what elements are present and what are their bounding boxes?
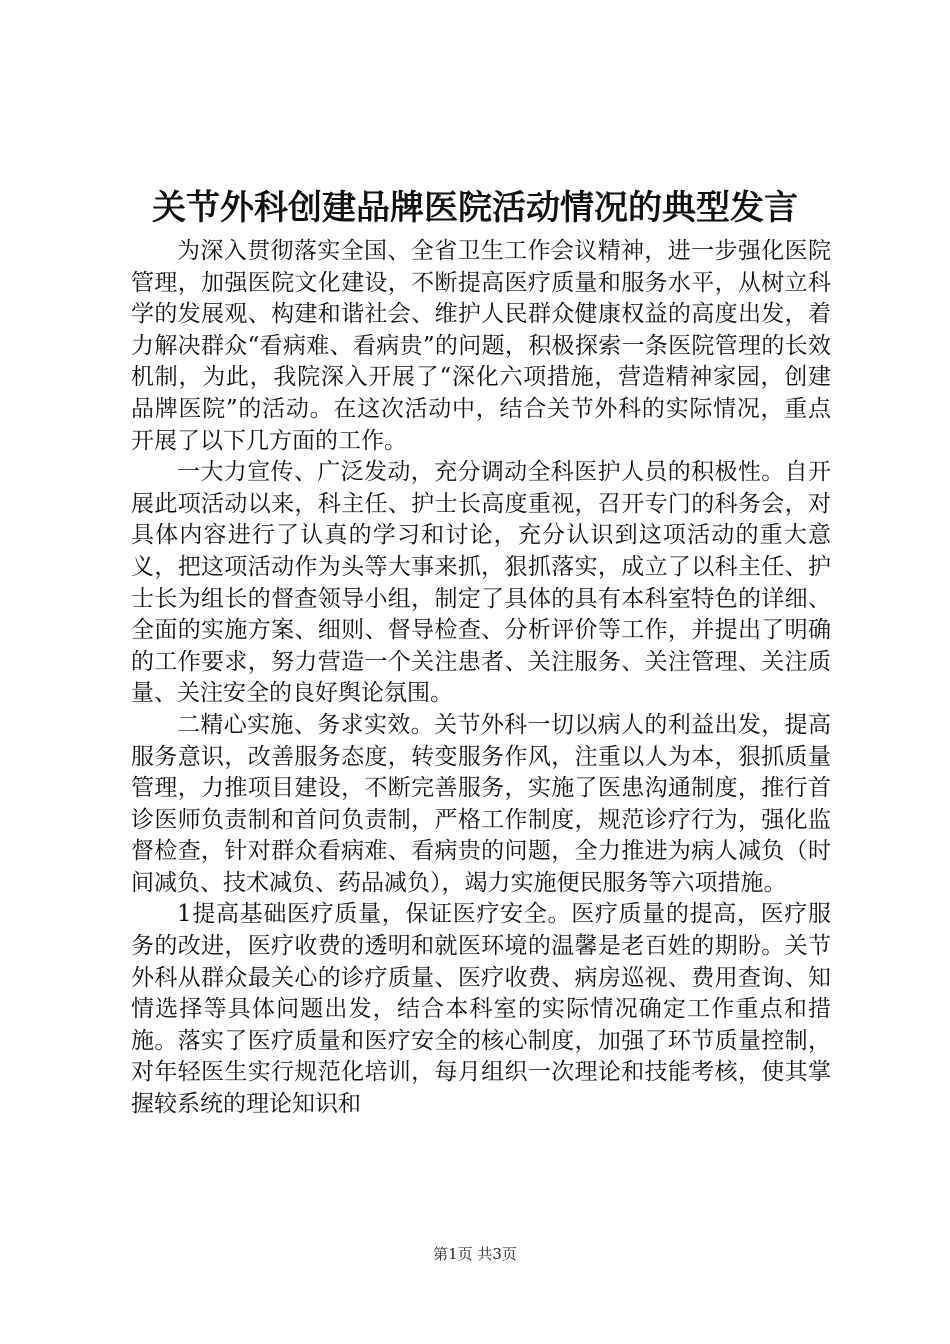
paragraph-intro: 为深入贯彻落实全国、全省卫生工作会议精神，进一步强化医院管理，加强医院文化建设，不断提高医疗质量和服务水平，从树立科学的发展观、构建和谐社会、维护人民群众健康权益的高度出发，着力解决群众“看病难、看病贵”的问题，积极探索一条医院管理的长效机制，为此，我院深入开展了“深化六项措施，营造精神家园，创建品牌医院”的活动。在这次活动中，结合关节外科的实际情况，重点开展了以下几方面的工作。: [131, 238, 831, 454]
document-body: [131, 236, 831, 1121]
paragraph-item-1: 1提高基础医疗质量，保证医疗安全。医疗质量的提高，医疗服务的改进，医疗收费的透明和就医环境的温馨是老百姓的期盼。关节外科从群众最关心的诊疗质量、医疗收费、病房巡视、费用查询、知情选择等具体问题出发，结合本科室的实际情况确定工作重点和措施。落实了医疗质量和医疗安全的核心制度，加强了环节质量控制，对年轻医生实行规范化培训，每月组织一次理论和技能考核，使其掌握较系统的理论知识和: [131, 901, 831, 1118]
paragraph-section-2: 二精心实施、务求实效。关节外科一切以病人的利益出发，提高服务意识，改善服务态度，转变服务作风，注重以人为本，狠抓质量管理，力推项目建设，不断完善服务，实施了医患沟通制度，推行首诊医师负责制和首问负责制，严格工作制度，规范诊疗行为，强化监督检查，针对群众看病难、看病贵的问题，全力推进为病人减负（时间减负、技术减负、药品减负），竭力实施便民服务等六项措施。: [131, 711, 831, 896]
paragraph-section-1: 一大力宣传、广泛发动，充分调动全科医护人员的积极性。自开展此项活动以来，科主任、护士长高度重视，召开专门的科务会，对具体内容进行了认真的学习和讨论，充分认识到这项活动的重大意义，把这项活动作为头等大事来抓，狠抓落实，成立了以科主任、护士长为组长的督查领导小组，制定了具体的具有本科室特色的详细、全面的实施方案、细则、督导检查、分析评价等工作，并提出了明确的工作要求，努力营造一个关注患者、关注服务、关注管理、关注质量、关注安全的良好舆论氛围。: [131, 459, 831, 707]
document-title: 关节外科创建品牌医院活动情况的典型发言: [152, 188, 798, 228]
page-number-footer: 第1页 共3页: [433, 1245, 517, 1263]
